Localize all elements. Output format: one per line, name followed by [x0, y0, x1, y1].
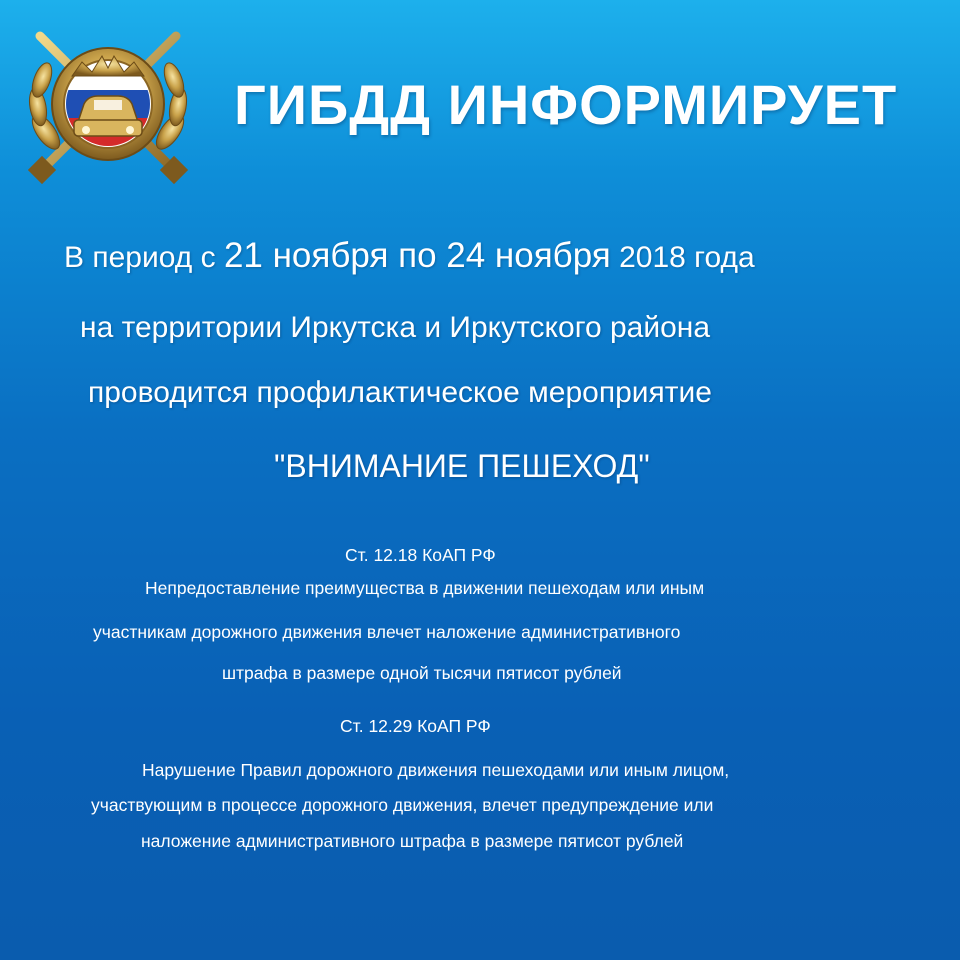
article-2-text-line: наложение административного штрафа в размере пятисот рублей [141, 831, 684, 851]
announcement-event-intro: проводится профилактическое мероприятие [88, 376, 712, 409]
article-1-heading: Ст. 12.18 КоАП РФ [345, 545, 496, 565]
article-1-text-line: штрафа в размере одной тысячи пятисот рублей [222, 663, 622, 683]
article-2-text-line: Нарушение Правил дорожного движения пешеходами или иным лицом, [142, 760, 730, 780]
article-2-text-line: участвующим в процессе дорожного движения, влечет предупреждение или [91, 795, 714, 815]
announcement-location: на территории Иркутска и Иркутского района [80, 311, 711, 344]
announcement-dates: 21 ноября по 24 ноября [223, 236, 611, 275]
announcement-prefix: В период с [64, 241, 216, 274]
article-1-text-line: Непредоставление преимущества в движении пешеходам или иным [145, 578, 705, 598]
gibdd-emblem-icon [18, 12, 198, 192]
page-title: ГИБДД ИНФОРМИРУЕТ [234, 73, 898, 136]
announcement-year: 2018 года [619, 241, 755, 274]
announcement-period-line [64, 236, 755, 276]
article-1-text-line: участникам дорожного движения влечет наложение административного [93, 622, 681, 642]
announcement-event-name: "ВНИМАНИЕ ПЕШЕХОД" [274, 448, 650, 484]
article-2-heading: Ст. 12.29 КоАП РФ [340, 716, 491, 736]
